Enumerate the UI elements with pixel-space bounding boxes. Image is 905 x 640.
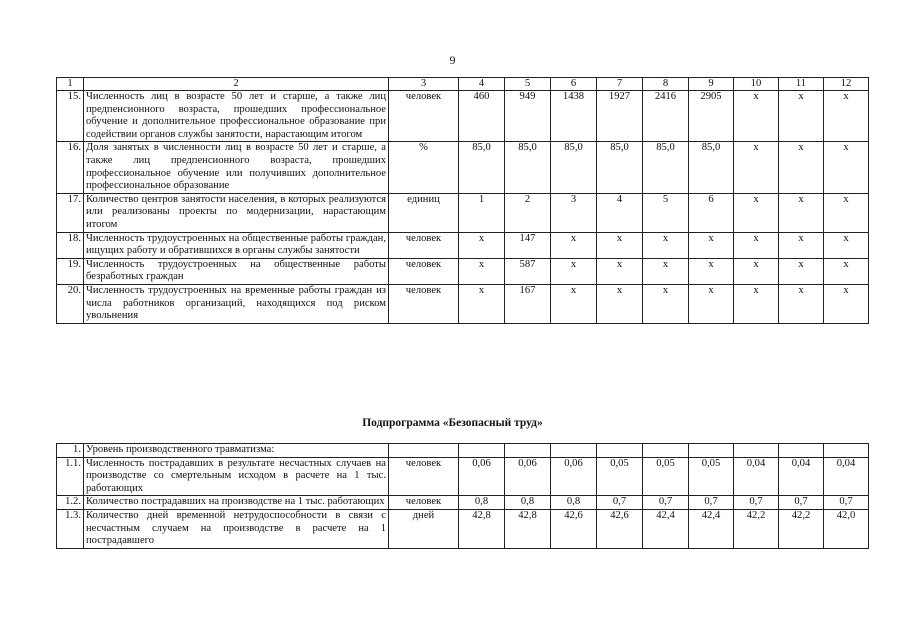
indicators-table [56, 77, 869, 324]
row-value: x [779, 91, 824, 142]
column-header: 9 [689, 78, 734, 91]
row-value: 0,7 [779, 496, 824, 510]
row-value: x [824, 258, 869, 284]
safe-labor-table [56, 443, 869, 549]
row-value: 0,8 [551, 496, 597, 510]
row-value: 2 [505, 193, 551, 232]
column-header: 11 [779, 78, 824, 91]
row-value: x [779, 193, 824, 232]
row-value [779, 444, 824, 458]
table-row [57, 284, 869, 323]
row-description: Численность лиц в возрасте 50 лет и старше, а также лиц предпенсионного возраста, прошедших профессиональное обучение и дополнительное профессиональное образование при содействии органов службы занятости, нарастающим итогом [84, 91, 389, 142]
row-value: 0,05 [689, 457, 734, 496]
row-description: Численность пострадавших в результате несчастных случаев на производстве со смертельным исходом в расчете на 1 тыс. работающих [84, 457, 389, 496]
row-value: x [734, 193, 779, 232]
row-value: x [597, 258, 643, 284]
row-unit: дней [389, 509, 459, 548]
row-value: 2416 [643, 91, 689, 142]
row-description: Количество дней временной нетрудоспособности в связи с несчастным случаем на производстве в расчете на 1 пострадавшего [84, 509, 389, 548]
row-value: 0,7 [597, 496, 643, 510]
row-value: x [551, 232, 597, 258]
row-value: x [689, 284, 734, 323]
table-row [57, 258, 869, 284]
row-unit: человек [389, 284, 459, 323]
row-value [551, 444, 597, 458]
row-value: 460 [459, 91, 505, 142]
row-description: Количество пострадавших на производстве на 1 тыс. работающих [84, 496, 389, 510]
row-value: 0,06 [505, 457, 551, 496]
row-value: 0,05 [597, 457, 643, 496]
row-value: 147 [505, 232, 551, 258]
row-value: x [734, 258, 779, 284]
row-value: 0,7 [689, 496, 734, 510]
row-value: x [779, 258, 824, 284]
table-row [57, 509, 869, 548]
row-value [689, 444, 734, 458]
row-number: 1.3. [57, 509, 84, 548]
subprogram-title: Подпрограмма «Безопасный труд» [362, 417, 543, 429]
row-value: 42,2 [734, 509, 779, 548]
row-value: x [824, 193, 869, 232]
row-description: Доля занятых в численности лиц в возрасте 50 лет и старше, а также лиц предпенсионного возраста, прошедших профессиональное обучение или получивших дополнительное профессиональное образование [84, 142, 389, 193]
row-number: 18. [57, 232, 84, 258]
row-value [824, 444, 869, 458]
row-value: x [459, 284, 505, 323]
row-value [734, 444, 779, 458]
row-value: x [597, 284, 643, 323]
row-unit: человек [389, 258, 459, 284]
table-row [57, 91, 869, 142]
row-value: 1438 [551, 91, 597, 142]
row-description: Численность трудоустроенных на временные работы граждан из числа работников организаций, находящихся под риском увольнения [84, 284, 389, 323]
row-value: 587 [505, 258, 551, 284]
row-value: 42,4 [689, 509, 734, 548]
row-value: x [643, 284, 689, 323]
row-value: 1927 [597, 91, 643, 142]
row-value: 85,0 [643, 142, 689, 193]
row-value: 0,04 [779, 457, 824, 496]
row-value: 42,8 [459, 509, 505, 548]
row-value: x [734, 91, 779, 142]
column-header: 6 [551, 78, 597, 91]
row-unit: единиц [389, 193, 459, 232]
row-value: 1 [459, 193, 505, 232]
row-value: 85,0 [689, 142, 734, 193]
row-unit [389, 444, 459, 458]
column-header: 10 [734, 78, 779, 91]
page-number: 9 [449, 53, 456, 67]
row-value: 0,06 [459, 457, 505, 496]
row-value: x [551, 258, 597, 284]
row-value: 42,0 [824, 509, 869, 548]
row-value: x [824, 142, 869, 193]
table-row [57, 142, 869, 193]
row-value [597, 444, 643, 458]
row-value: 0,7 [734, 496, 779, 510]
row-description: Численность трудоустроенных на общественные работы граждан, ищущих работу и обратившихся в органы службы занятости [84, 232, 389, 258]
column-header: 2 [84, 78, 389, 91]
row-value: 42,6 [597, 509, 643, 548]
row-value: x [824, 232, 869, 258]
table-row [57, 232, 869, 258]
table-row [57, 457, 869, 496]
row-unit: человек [389, 457, 459, 496]
table-row [57, 193, 869, 232]
row-value: 0,04 [734, 457, 779, 496]
column-header: 4 [459, 78, 505, 91]
row-value: x [779, 284, 824, 323]
row-description: Количество центров занятости населения, в которых реализуются или реализованы проекты по модернизации, нарастающим итогом [84, 193, 389, 232]
row-value [643, 444, 689, 458]
row-value: x [734, 284, 779, 323]
row-value: 85,0 [551, 142, 597, 193]
row-description: Уровень производственного травматизма: [84, 444, 389, 458]
column-header: 12 [824, 78, 869, 91]
row-value [505, 444, 551, 458]
column-header: 1 [57, 78, 84, 91]
row-value: 0,06 [551, 457, 597, 496]
row-unit: человек [389, 496, 459, 510]
row-value: 0,8 [505, 496, 551, 510]
column-header: 7 [597, 78, 643, 91]
row-value: 949 [505, 91, 551, 142]
row-value: x [551, 284, 597, 323]
row-unit: человек [389, 232, 459, 258]
row-number: 15. [57, 91, 84, 142]
row-value: 85,0 [505, 142, 551, 193]
row-value: x [824, 284, 869, 323]
row-number: 19. [57, 258, 84, 284]
row-value: x [779, 142, 824, 193]
row-value [459, 444, 505, 458]
row-value: x [779, 232, 824, 258]
row-number: 17. [57, 193, 84, 232]
table-row [57, 444, 869, 458]
row-number: 1.2. [57, 496, 84, 510]
row-value: x [459, 258, 505, 284]
row-value: 167 [505, 284, 551, 323]
row-value: x [689, 258, 734, 284]
row-number: 1.1. [57, 457, 84, 496]
column-header: 3 [389, 78, 459, 91]
row-value: x [643, 232, 689, 258]
column-header-row [57, 78, 869, 91]
row-value: x [459, 232, 505, 258]
row-value: x [597, 232, 643, 258]
row-value: 0,7 [824, 496, 869, 510]
row-value: x [689, 232, 734, 258]
table-row [57, 496, 869, 510]
row-description: Численность трудоустроенных на общественные работы безработных граждан [84, 258, 389, 284]
row-value: 0,05 [643, 457, 689, 496]
row-value: 85,0 [459, 142, 505, 193]
row-value: 42,2 [779, 509, 824, 548]
row-unit: человек [389, 91, 459, 142]
row-value: 3 [551, 193, 597, 232]
row-value: 42,8 [505, 509, 551, 548]
column-header: 8 [643, 78, 689, 91]
row-number: 16. [57, 142, 84, 193]
row-value: x [824, 91, 869, 142]
row-value: 0,8 [459, 496, 505, 510]
row-value: 5 [643, 193, 689, 232]
row-value: 0,7 [643, 496, 689, 510]
row-value: x [643, 258, 689, 284]
row-value: 42,6 [551, 509, 597, 548]
row-number: 20. [57, 284, 84, 323]
row-value: 42,4 [643, 509, 689, 548]
row-value: 85,0 [597, 142, 643, 193]
column-header: 5 [505, 78, 551, 91]
row-value: 2905 [689, 91, 734, 142]
row-value: 0,04 [824, 457, 869, 496]
row-value: 4 [597, 193, 643, 232]
row-number: 1. [57, 444, 84, 458]
row-value: x [734, 232, 779, 258]
row-value: 6 [689, 193, 734, 232]
row-unit: % [389, 142, 459, 193]
row-value: x [734, 142, 779, 193]
